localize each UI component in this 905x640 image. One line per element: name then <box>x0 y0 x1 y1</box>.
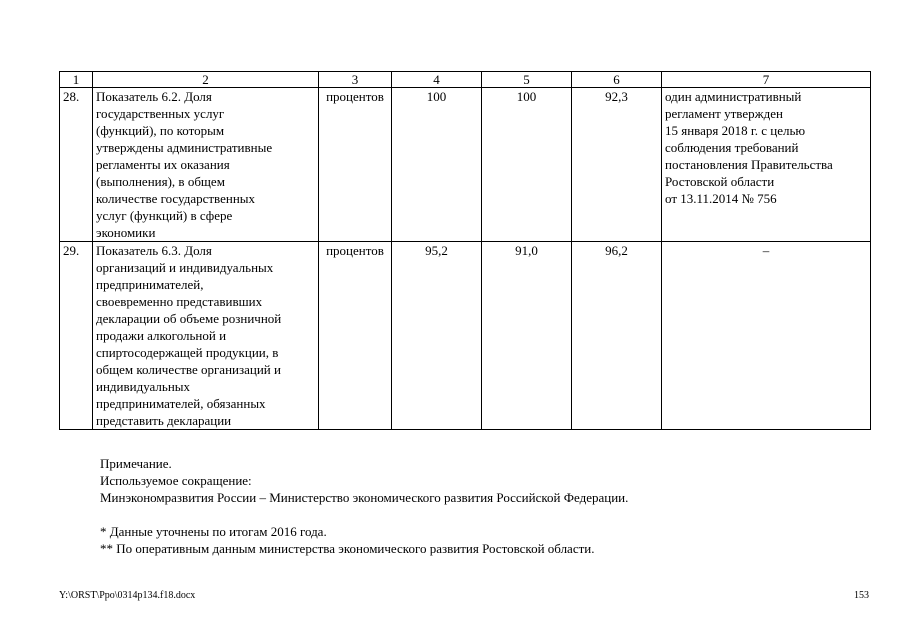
note-block <box>100 455 628 506</box>
value-cell: 92,3 <box>572 88 662 242</box>
table-row <box>60 242 871 430</box>
value-cell: 96,2 <box>572 242 662 430</box>
table-row <box>60 88 871 242</box>
header-cell: 5 <box>482 72 572 88</box>
indicator-cell: Показатель 6.3. Доля организаций и индивидуальных предпринимателей, своевременно представивших декларации об объеме розничной продажи алкогольной и спиртосодержащей продукции, в общем количестве организаций и индивидуальных предпринимателей, обязанных представить декларации <box>93 242 319 430</box>
page-number: 153 <box>854 590 869 601</box>
abbreviation-definition: Минэкономразвития России – Министерство экономического развития Российской Федерации. <box>100 490 629 505</box>
unit-cell: процентов <box>319 88 392 242</box>
value-cell: 91,0 <box>482 242 572 430</box>
footnote: * Данные уточнены по итогам 2016 года. <box>100 524 327 539</box>
row-number: 28. <box>60 88 93 242</box>
footnotes <box>100 523 594 557</box>
header-cell: 4 <box>392 72 482 88</box>
header-cell: 1 <box>60 72 93 88</box>
note-title: Примечание. <box>100 456 172 471</box>
unit-cell: процентов <box>319 242 392 430</box>
header-cell: 3 <box>319 72 392 88</box>
value-cell: 95,2 <box>392 242 482 430</box>
abbreviation-intro: Используемое сокращение: <box>100 473 252 488</box>
comment-cell: – <box>662 242 871 430</box>
value-cell: 100 <box>392 88 482 242</box>
report-table <box>59 71 871 430</box>
header-cell: 6 <box>572 72 662 88</box>
header-cell: 2 <box>93 72 319 88</box>
table-header-row <box>60 72 871 88</box>
header-cell: 7 <box>662 72 871 88</box>
value-cell: 100 <box>482 88 572 242</box>
indicator-cell: Показатель 6.2. Доля государственных услуг (функций), по которым утверждены административные регламенты их оказания (выполнения), в общем количестве государственных услуг (функций) в сфере экономики <box>93 88 319 242</box>
comment-cell: один административный регламент утвержден 15 января 2018 г. с целью соблюдения требований постановления Правительства Ростовской области от 13.11.2014 № 756 <box>662 88 871 242</box>
file-path: Y:\ORST\Ppo\0314p134.f18.docx <box>59 590 196 601</box>
row-number: 29. <box>60 242 93 430</box>
footnote: ** По оперативным данным министерства экономического развития Ростовской области. <box>100 541 595 556</box>
